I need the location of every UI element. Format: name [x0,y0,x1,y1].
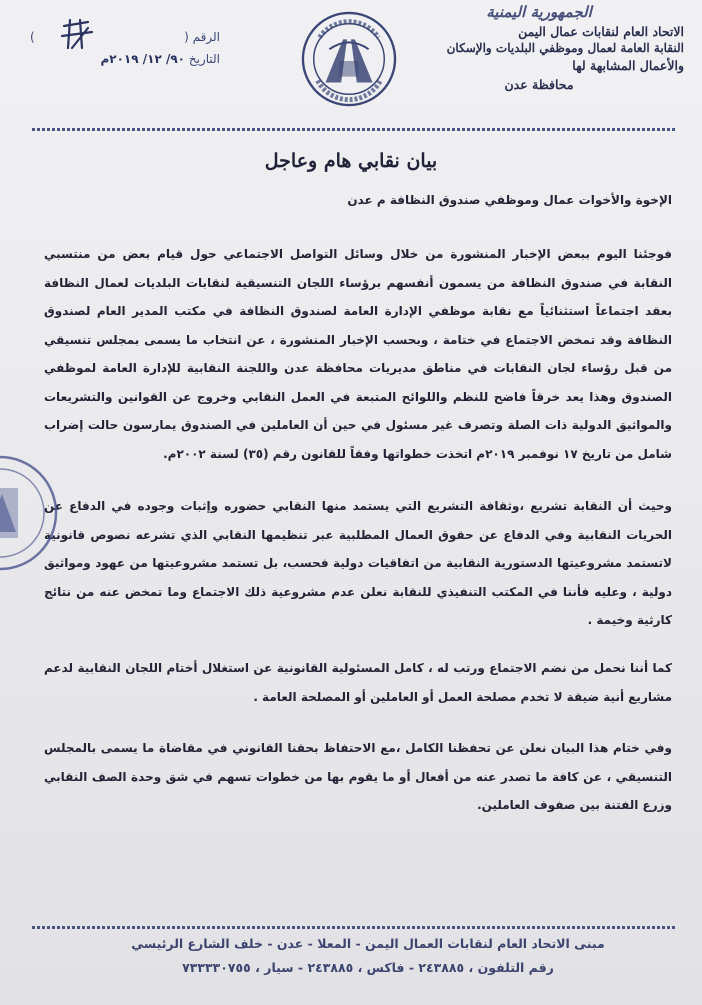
letterhead-arabic [394,4,684,93]
footer-contact [70,932,666,980]
date-label: التاريخ [188,52,220,66]
salutation: الإخوة والأخوات عمال وموظفي صندوق النظافة م عدن [347,193,672,207]
reference-block [30,26,220,70]
date-value: ٩٠/ ١٢/ ٢٠١٩م [100,52,186,66]
statement-title: بيان نقابي هام وعاجل [264,150,438,172]
governorate-name: محافظة عدن [504,77,574,92]
footer-phones: رقم التلفون ، ٢٤٣٨٨٥ - فاكس ، ٢٤٣٨٨٥ - سيار ، ٧٣٣٣٣٠٧٥٥ [182,960,554,975]
footer-divider [32,926,677,929]
paragraph-2: وحيث أن النقابة تشريع ،وثقافة التشريع التي يستمد منها النقابي حضوره وإثبات وجوده في الدفاع عن الحريات النقابية وفي الدفاع عن حقوق العمال المطلبية عبر تنظيمها النقابي الذي تشرعه نصوص قانونية لاتستمد مشروعيتها الدستورية النقابية من اتفاقيات دولية فحسب، بل تستمد مشروعيتها من عهود ومواثيق دولية ، وعليه فأننا في المكتب التنفيذي للنقابة نعلن عدم مشروعية ذلك الاجتماع وما تمخض عنه من نتائج كارثية وخيمة . [44,499,672,627]
header-divider [32,128,677,131]
union-name-cont: والأعمال المشابهة لها [572,58,684,73]
union-logo-icon [300,10,398,108]
paragraph-1: فوجئنا اليوم ببعض الإخبار المنشورة من خلال وسائل التواصل الاجتماعي حول قيام بعض من منتسبي النقابة في صندوق النظافة من يسمون أنفسهم برؤساء اللجان التنسيقية لنقابات البلديات لعمال النظافة بعقد اجتماعاً استثنائياً مع نقابة موظفي الإدارة العامة لصندوق النظافة في مكتب المدير العام لصندوق النظافة وقد تمخض الاجتماع في ختامة ، وبحسب الإخبار المنشورة ، عن انتخاب ما يسمى بمجلس تنسيقي من قبل رؤساء لجان النقابات في مناطق مديريات محافظة عدن واللجنة النقابية للإدارة العامة لموظفي الصندوق وهذا يعد خرقاً فاضح للنظم واللوائح المتبعة في العمل النقابي وخروج عن القوانين والتشريعات والمواثيق الدولية ذات الصلة وتصرف غير مسئول في حين أن العاملين في الصندوق يمارسون حالت إضراب شامل من تاريخ ١٧ نوفمبر ٢٠١٩م اتخذت خطواتها وفقاً للقانون رقم (٣٥) لسنة ٢٠٠٢م. [44,247,672,461]
republic-name: الجمهورية اليمنية [486,3,592,21]
federation-name: الاتحاد العام لنقابات عمال اليمن [518,24,684,39]
footer-address: مبنى الاتحاد العام لنقابات العمال اليمن - المعلا - عدن - خلف الشارع الرئيسي [131,936,605,951]
official-stamp-icon [0,448,60,578]
union-name: النقابة العامة لعمال وموظفي البلديات والإسكان [446,41,684,55]
reference-number-row [30,26,220,48]
reference-number-label: الرقم ( [184,30,220,44]
handwritten-number-icon [58,18,98,52]
reference-number-close: ) [30,30,35,44]
paragraph-3: كما أننا نحمل من نضم الاجتماع ورتب له ، كامل المسئولية القانونية عن استغلال أختام اللجان النقابية لدعم مشاريع أنية ضيقة لا تخدم مصلحة العمل أو العاملين أو المصلحة العامة . [44,661,672,704]
paragraph-4: وفي ختام هذا البيان نعلن عن تحفظنا الكامل ،مع الاحتفاظ بحقنا القانوني في مقاضاة ما يسمى بالمجلس التنسيقي ، عن كافة ما تصدر عنه من أفعال أو ما يقوم بها من خطوات تسهم في شق وحدة الصف النقابي وزرع الفتنة بين صفوف العاملين. [44,741,672,812]
